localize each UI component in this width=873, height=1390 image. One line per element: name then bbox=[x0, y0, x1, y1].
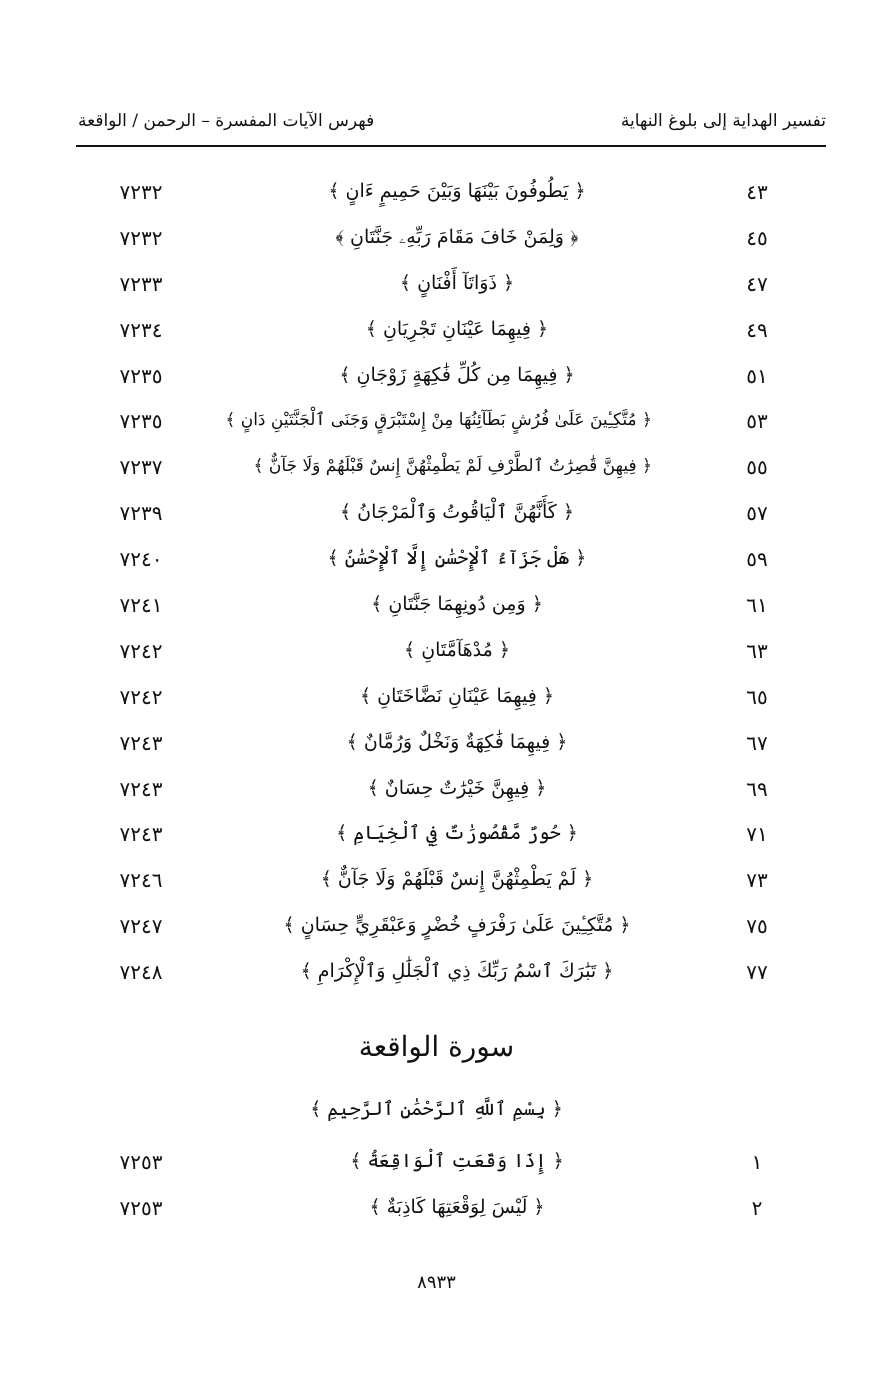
verse-text: ﴿ هَلْ جَزَآءُ ٱلْإِحْسَٰنِ إِلَّا ٱلْإِحْسَٰنُ ﴾ bbox=[327, 547, 587, 570]
page-reference: ٧٢٤٠ bbox=[119, 547, 163, 572]
verse-text: ﴿ فِيهِنَّ خَيْرَٰتٌ حِسَانٌ ﴾ bbox=[367, 776, 547, 799]
verse-number: ٥٧ bbox=[746, 501, 768, 526]
page-number: ٨٩٣٣ bbox=[417, 1272, 456, 1293]
verse-text: ﴿ يَطُوفُونَ بَيْنَهَا وَبَيْنَ حَمِيمٍ ءَانٍ ﴾ bbox=[328, 180, 586, 202]
index-row bbox=[0, 1142, 873, 1188]
verse-text: ﴿ لَيْسَ لِوَقْعَتِهَا كَاذِبَةٌ ﴾ bbox=[369, 1195, 545, 1218]
index-row bbox=[0, 952, 873, 998]
verse-number: ٧١ bbox=[746, 822, 768, 847]
page-reference: ٧٢٣٤ bbox=[119, 317, 163, 342]
verse-text: ﴿ فِيهِمَا فَٰكِهَةٌ وَنَخْلٌ وَرُمَّانٌ ﴾ bbox=[346, 730, 568, 753]
verse-number: ٧٥ bbox=[746, 914, 768, 939]
index-row bbox=[0, 631, 873, 677]
page-reference: ٧٢٥٣ bbox=[119, 1195, 163, 1220]
page-reference: ٧٢٥٣ bbox=[119, 1150, 163, 1174]
page-reference: ٧٢٣٣ bbox=[119, 271, 163, 296]
page-reference: ٧٢٤١ bbox=[119, 593, 163, 618]
surah-heading: سورة الواقعة bbox=[358, 1030, 515, 1063]
index-row bbox=[0, 723, 873, 769]
index-row bbox=[0, 310, 873, 356]
verse-text: ﴿ مُتَّكِـِٔينَ عَلَىٰ فُرُشٍ بَطَآئِنُهَا مِنْ إِسْتَبْرَقٍ وَجَنَى ٱلْجَنَّتَيْنِ دَانٍ ﴾ bbox=[225, 410, 652, 431]
running-header bbox=[78, 106, 826, 136]
verse-number: ٦١ bbox=[746, 593, 768, 618]
verse-index-list bbox=[0, 172, 873, 998]
verse-number: ٦٩ bbox=[746, 776, 768, 801]
index-row bbox=[0, 814, 873, 860]
verse-number: ٢ bbox=[751, 1195, 763, 1220]
verse-text: ﴿ فِيهِمَا عَيْنَانِ نَضَّاخَتَانِ ﴾ bbox=[359, 684, 555, 707]
verse-number: ٦٧ bbox=[746, 730, 768, 755]
verse-text: ﴿ لَمْ يَطْمِثْهُنَّ إِنسٌ قَبْلَهُمْ وَلَا جَآنٌّ ﴾ bbox=[320, 868, 594, 891]
verse-text: ﴿ فِيهِمَا عَيْنَانِ تَجْرِيَانِ ﴾ bbox=[365, 317, 549, 340]
verse-number: ٥٩ bbox=[746, 547, 768, 572]
verse-number: ٧٣ bbox=[746, 868, 768, 893]
index-row bbox=[0, 1188, 873, 1234]
verse-text: ﴿ فِيهِنَّ قَٰصِرَٰتُ ٱلطَّرْفِ لَمْ يَطْمِثْهُنَّ إِنسٌ قَبْلَهُمْ وَلَا جَآنٌّ ﴾ bbox=[253, 456, 652, 477]
header-rule bbox=[76, 145, 826, 147]
page-reference: ٧٢٣٧ bbox=[119, 455, 163, 480]
index-row bbox=[0, 493, 873, 539]
verse-text: ﴿ تَبَٰرَكَ ٱسْمُ رَبِّكَ ذِي ٱلْجَلَٰلِ وَٱلْإِكْرَامِ ﴾ bbox=[300, 960, 614, 983]
verse-number: ٥٣ bbox=[746, 409, 768, 434]
verse-text: ﴿ مُتَّكِـِٔينَ عَلَىٰ رَفْرَفٍ خُضْرٍ وَعَبْقَرِيٍّ حِسَانٍ ﴾ bbox=[283, 914, 631, 937]
page-reference: ٧٢٣٩ bbox=[119, 501, 163, 526]
index-row bbox=[0, 539, 873, 585]
verse-number: ٦٥ bbox=[746, 684, 768, 709]
verse-text: ﴿ حُورٌ مَّقْصُورَٰتٌ فِي ٱلْخِيَامِ ﴾ bbox=[336, 822, 578, 845]
page-reference: ٧٢٤٣ bbox=[119, 730, 163, 755]
verse-text: ﴿ كَأَنَّهُنَّ ٱلْيَاقُوتُ وَٱلْمَرْجَانُ ﴾ bbox=[339, 501, 575, 524]
index-row bbox=[0, 860, 873, 906]
verse-number: ٥١ bbox=[746, 363, 768, 388]
index-row bbox=[0, 172, 873, 218]
page-reference: ٧٢٤٣ bbox=[119, 822, 163, 847]
section-title: فهرس الآيات المفسرة – الرحمن / الواقعة bbox=[78, 111, 375, 131]
index-row bbox=[0, 447, 873, 493]
page-reference: ٧٢٤٣ bbox=[119, 776, 163, 801]
page-reference: ٧٢٤٦ bbox=[119, 868, 163, 893]
index-row bbox=[0, 356, 873, 402]
page-reference: ٧٢٣٢ bbox=[119, 225, 163, 250]
page-reference: ٧٢٤٢ bbox=[119, 684, 163, 709]
verse-text: ﴿ مُدْهَآمَّتَانِ ﴾ bbox=[404, 638, 510, 661]
verse-number: ١ bbox=[751, 1150, 763, 1174]
verse-text: ﴿ وَلِمَنْ خَافَ مَقَامَ رَبِّهِۦ جَنَّتَانِ ﴾ bbox=[335, 225, 579, 248]
page-reference: ٧٢٣٥ bbox=[119, 409, 163, 434]
verse-number: ٧٧ bbox=[746, 960, 768, 985]
index-row bbox=[0, 218, 873, 264]
verse-text: ﴿ إِذَا وَقَعَتِ ٱلْوَاقِعَةُ ﴾ bbox=[350, 1150, 564, 1172]
page-reference: ٧٢٤٧ bbox=[119, 914, 163, 939]
verse-text: ﴿ فِيهِمَا مِن كُلِّ فَٰكِهَةٍ زَوْجَانِ ﴾ bbox=[339, 363, 575, 386]
verse-number: ٤٩ bbox=[746, 317, 768, 342]
verse-index-list-waqiah bbox=[0, 1142, 873, 1234]
index-row bbox=[0, 585, 873, 631]
verse-text: ﴿ ذَوَاتَآ أَفْنَانٍ ﴾ bbox=[399, 271, 515, 294]
page-reference: ٧٢٣٥ bbox=[119, 363, 163, 388]
verse-number: ٦٣ bbox=[746, 638, 768, 663]
book-title: تفسير الهداية إلى بلوغ النهاية bbox=[620, 111, 826, 131]
basmala: ﴿ بِسْمِ ٱللَّهِ ٱلرَّحْمَٰنِ ٱلرَّحِيمِ ﴾ bbox=[310, 1098, 563, 1120]
verse-number: ٤٥ bbox=[746, 225, 768, 250]
verse-number: ٤٧ bbox=[746, 271, 768, 296]
page-reference: ٧٢٤٢ bbox=[119, 638, 163, 663]
index-row bbox=[0, 264, 873, 310]
index-row bbox=[0, 401, 873, 447]
index-row bbox=[0, 769, 873, 815]
index-row bbox=[0, 906, 873, 952]
page-reference: ٧٢٤٨ bbox=[119, 960, 163, 985]
page-reference: ٧٢٣٢ bbox=[119, 180, 163, 204]
verse-number: ٤٣ bbox=[746, 180, 768, 204]
verse-text: ﴿ وَمِن دُونِهِمَا جَنَّتَانِ ﴾ bbox=[371, 593, 543, 616]
verse-number: ٥٥ bbox=[746, 455, 768, 480]
index-row bbox=[0, 677, 873, 723]
